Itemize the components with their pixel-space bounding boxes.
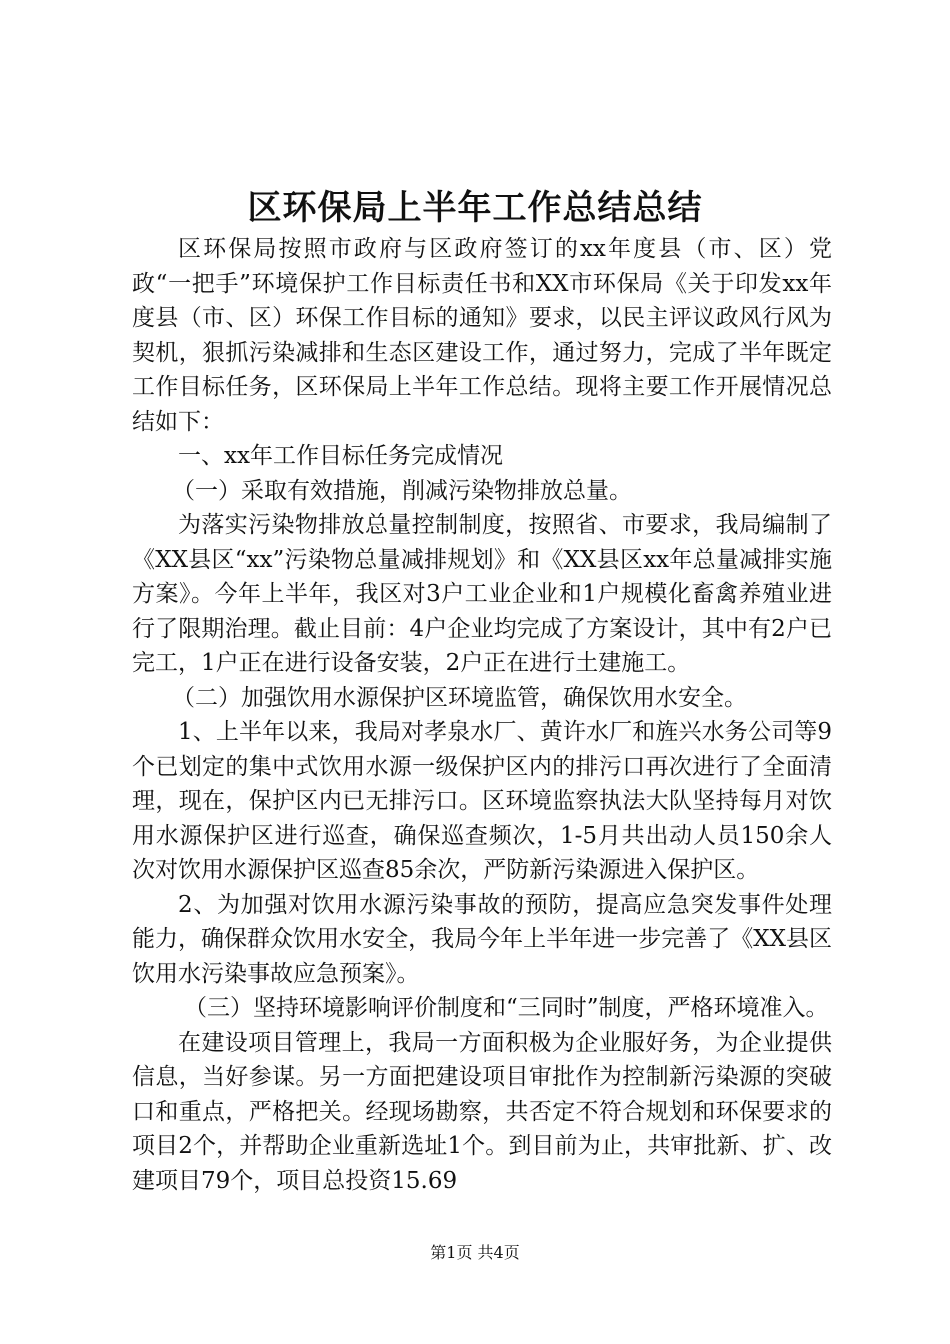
page-footer: 第1页 共4页 (430, 1243, 520, 1262)
section-heading-1: 一、xx年工作目标任务完成情况 (178, 443, 503, 469)
subsection-heading-1: （一）采取有效措施，削减污染物排放总量。 (172, 477, 632, 504)
paragraph-water-source-2: 2、为加强对饮用水源污染事故的预防，提高应急突发事件处理能力，确保群众饮用水安全，我局今年上半年进一步完善了《XX县区饮用水污染事故应急预案》。 (132, 891, 832, 987)
intro-paragraph: 区环保局按照市政府与区政府签订的xx年度县（市、区）党政“一把手”环境保护工作目标责任书和XX市环保局《关于印发xx年度县（市、区）环保工作目标的通知》要求，以民主评议政风行风为契机，狠抓污染减排和生态区建设工作，通过努力，完成了半年既定工作目标任务，区环保局上半年工作总结。现将主要工作开展情况总结如下： (132, 236, 832, 435)
paragraph-emission-reduction: 为落实污染物排放总量控制制度，按照省、市要求，我局编制了《XX县区“xx”污染物总量减排规划》和《XX县区xx年总量减排实施方案》。今年上半年，我区对3户工业企业和1户规模化畜禽养殖业进行了限期治理。截止目前：4户企业均完成了方案设计，其中有2户已完工，1户正在进行设备安装，2户正在进行土建施工。 (132, 512, 832, 676)
paragraph-project-management: 在建设项目管理上，我局一方面积极为企业服好务，为企业提供信息，当好参谋。另一方面把建设项目审批作为控制新污染源的突破口和重点，严格把关。经现场勘察，共否定不符合规划和环保要求的项目2个，并帮助企业重新选址1个。到目前为止，共审批新、扩、改建项目79个，项目总投资15.69 (132, 1029, 832, 1194)
document-body (132, 232, 832, 1198)
paragraph-water-source-1: 1、上半年以来，我局对孝泉水厂、黄许水厂和旌兴水务公司等9个已划定的集中式饮用水源一级保护区内的排污口再次进行了全面清理，现在，保护区内已无排污口。区环境监察执法大队坚持每月对饮用水源保护区进行巡查，确保巡查频次，1-5月共出动人员150余人次对饮用水源保护区巡查85余次，严防新污染源进入保护区。 (132, 719, 832, 883)
subsection-heading-3: （三）坚持环境影响评价制度和“三同时”制度，严格环境准入。 (184, 995, 829, 1021)
subsection-heading-2: （二）加强饮用水源保护区环境监管，确保饮用水安全。 (172, 684, 747, 711)
document-title: 区环保局上半年工作总结总结 (247, 188, 703, 228)
